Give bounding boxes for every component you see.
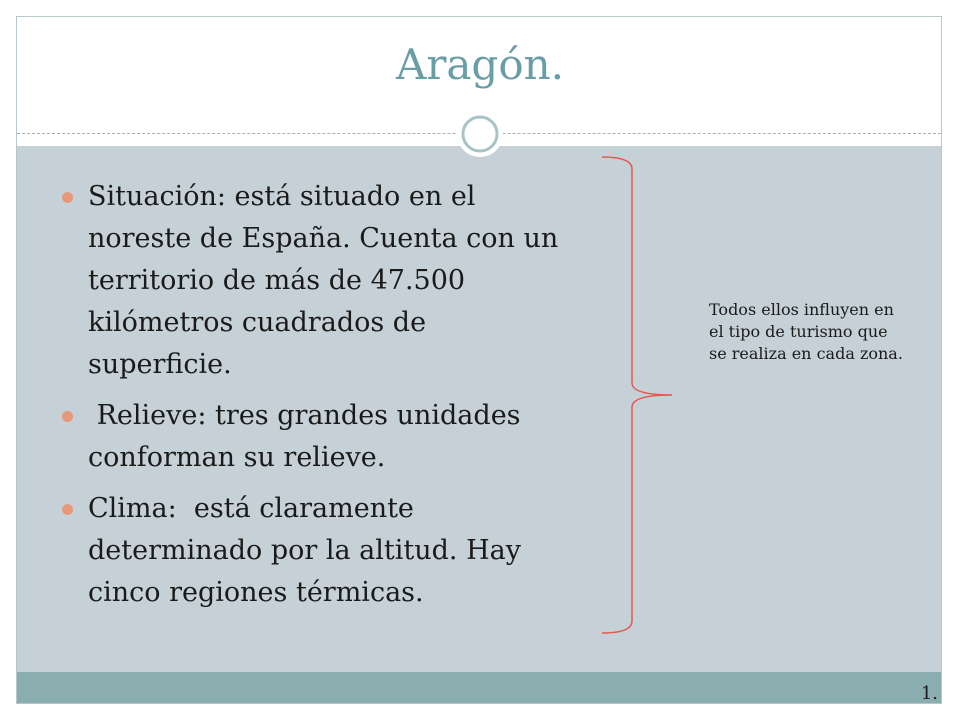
circle-ornament-icon — [455, 109, 505, 159]
bullet-item-relieve — [60, 395, 560, 479]
bullet-text: Situación: está situado en el noreste de España. Cuenta con un territorio de más de 47.500 kilómetros cuadrados de superficie. — [88, 181, 559, 380]
bullet-list — [60, 176, 560, 623]
bullet-item-clima — [60, 488, 560, 614]
bullet-dot-icon — [62, 504, 73, 515]
curly-brace-icon — [600, 155, 675, 635]
bullet-dot-icon — [62, 192, 73, 203]
bullet-dot-icon — [62, 411, 73, 422]
slide-title: Aragón. — [395, 40, 565, 89]
side-note: Todos ellos influyen en el tipo de turismo que se realiza en cada zona. — [709, 300, 903, 363]
bullet-text: Clima: está claramente determinado por la altitud. Hay cinco regiones térmicas. — [88, 493, 539, 608]
page-number: 1. — [920, 683, 938, 704]
bullet-text: Relieve: tres grandes unidades conforman su relieve. — [88, 400, 530, 473]
bullet-item-situacion — [60, 176, 560, 386]
footer-bar — [17, 672, 941, 703]
